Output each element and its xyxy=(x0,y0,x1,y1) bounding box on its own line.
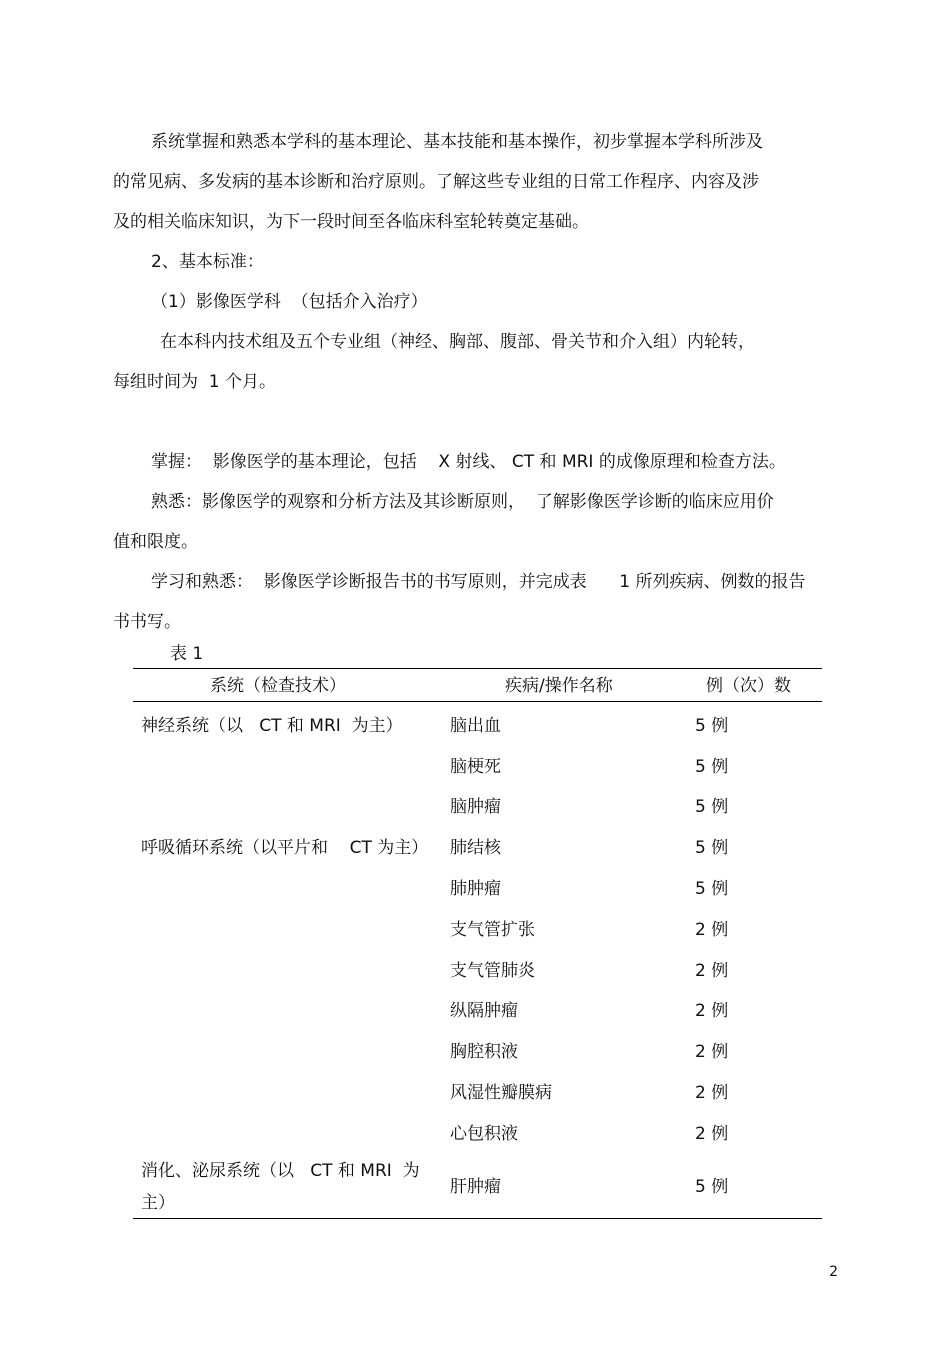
row-item: 纵隔肿瘤 xyxy=(450,1001,518,1021)
row-count: 5 例 xyxy=(695,757,729,777)
subsection-heading: （1）影像医学科 （包括介入治疗） xyxy=(151,292,428,312)
paragraph-familiar: 熟悉：影像医学的观察和分析方法及其诊断原则， 了解影像医学诊断的临床应用价 xyxy=(151,492,774,512)
row-count: 2 例 xyxy=(695,1124,729,1144)
paragraph-familiar-cont: 值和限度。 xyxy=(113,532,198,552)
row-item: 风湿性瓣膜病 xyxy=(450,1083,552,1103)
row-count: 2 例 xyxy=(695,961,729,981)
row-count: 2 例 xyxy=(695,1001,729,1021)
row-count: 5 例 xyxy=(695,838,729,858)
row-system: 神经系统（以 CT 和 MRI 为主） xyxy=(141,716,403,736)
row-count: 5 例 xyxy=(695,879,729,899)
row-item: 脑肿瘤 xyxy=(450,797,501,817)
paragraph-line-2: 的常见病、多发病的基本诊断和治疗原则。了解这些专业组的日常工作程序、内容及涉 xyxy=(113,172,759,192)
row-item: 支气管肺炎 xyxy=(450,961,535,981)
page-number: 2 xyxy=(829,1264,838,1280)
header-count: 例（次）数 xyxy=(706,676,791,696)
table-top-rule xyxy=(133,668,822,669)
row-item: 肺肿瘤 xyxy=(450,879,501,899)
section-heading: 2、基本标准： xyxy=(151,252,264,272)
paragraph-line-1: 系统掌握和熟悉本学科的基本理论、基本技能和基本操作，初步掌握本学科所涉及 xyxy=(151,132,763,152)
row-count: 5 例 xyxy=(695,797,729,817)
header-item: 疾病/操作名称 xyxy=(505,676,613,696)
paragraph-line-3: 及的相关临床知识，为下一段时间至各临床科室轮转奠定基础。 xyxy=(113,212,589,232)
table-caption: 表 1 xyxy=(170,644,204,664)
table-bottom-rule xyxy=(133,1218,822,1219)
row-count: 2 例 xyxy=(695,920,729,940)
row-item: 肺结核 xyxy=(450,838,501,858)
row-system: 消化、泌尿系统（以 CT 和 MRI 为 xyxy=(141,1161,420,1181)
paragraph-study-cont: 书书写。 xyxy=(113,612,181,632)
row-count: 2 例 xyxy=(695,1042,729,1062)
row-count: 5 例 xyxy=(695,1177,729,1197)
row-item: 脑出血 xyxy=(450,716,501,736)
header-system: 系统（检查技术） xyxy=(210,676,346,696)
row-item: 心包积液 xyxy=(450,1124,518,1144)
row-system: 呼吸循环系统（以平片和 CT 为主） xyxy=(141,838,429,858)
row-item: 脑梗死 xyxy=(450,757,501,777)
paragraph-study: 学习和熟悉： 影像医学诊断报告书的书写原则，并完成表 1 所列疾病、例数的报告 xyxy=(151,572,806,592)
row-count: 2 例 xyxy=(695,1083,729,1103)
paragraph-line-rotation: 在本科内技术组及五个专业组（神经、胸部、腹部、骨关节和介入组）内轮转， xyxy=(160,332,755,352)
row-item: 支气管扩张 xyxy=(450,920,535,940)
row-item: 肝肿瘤 xyxy=(450,1177,501,1197)
paragraph-master: 掌握： 影像医学的基本理论，包括 X 射线、 CT 和 MRI 的成像原理和检查方法。 xyxy=(151,452,786,472)
paragraph-line-duration: 每组时间为 1 个月。 xyxy=(113,372,277,392)
table-header-rule xyxy=(133,701,822,702)
row-item: 胸腔积液 xyxy=(450,1042,518,1062)
row-system-cont: 主） xyxy=(141,1193,175,1213)
row-count: 5 例 xyxy=(695,716,729,736)
